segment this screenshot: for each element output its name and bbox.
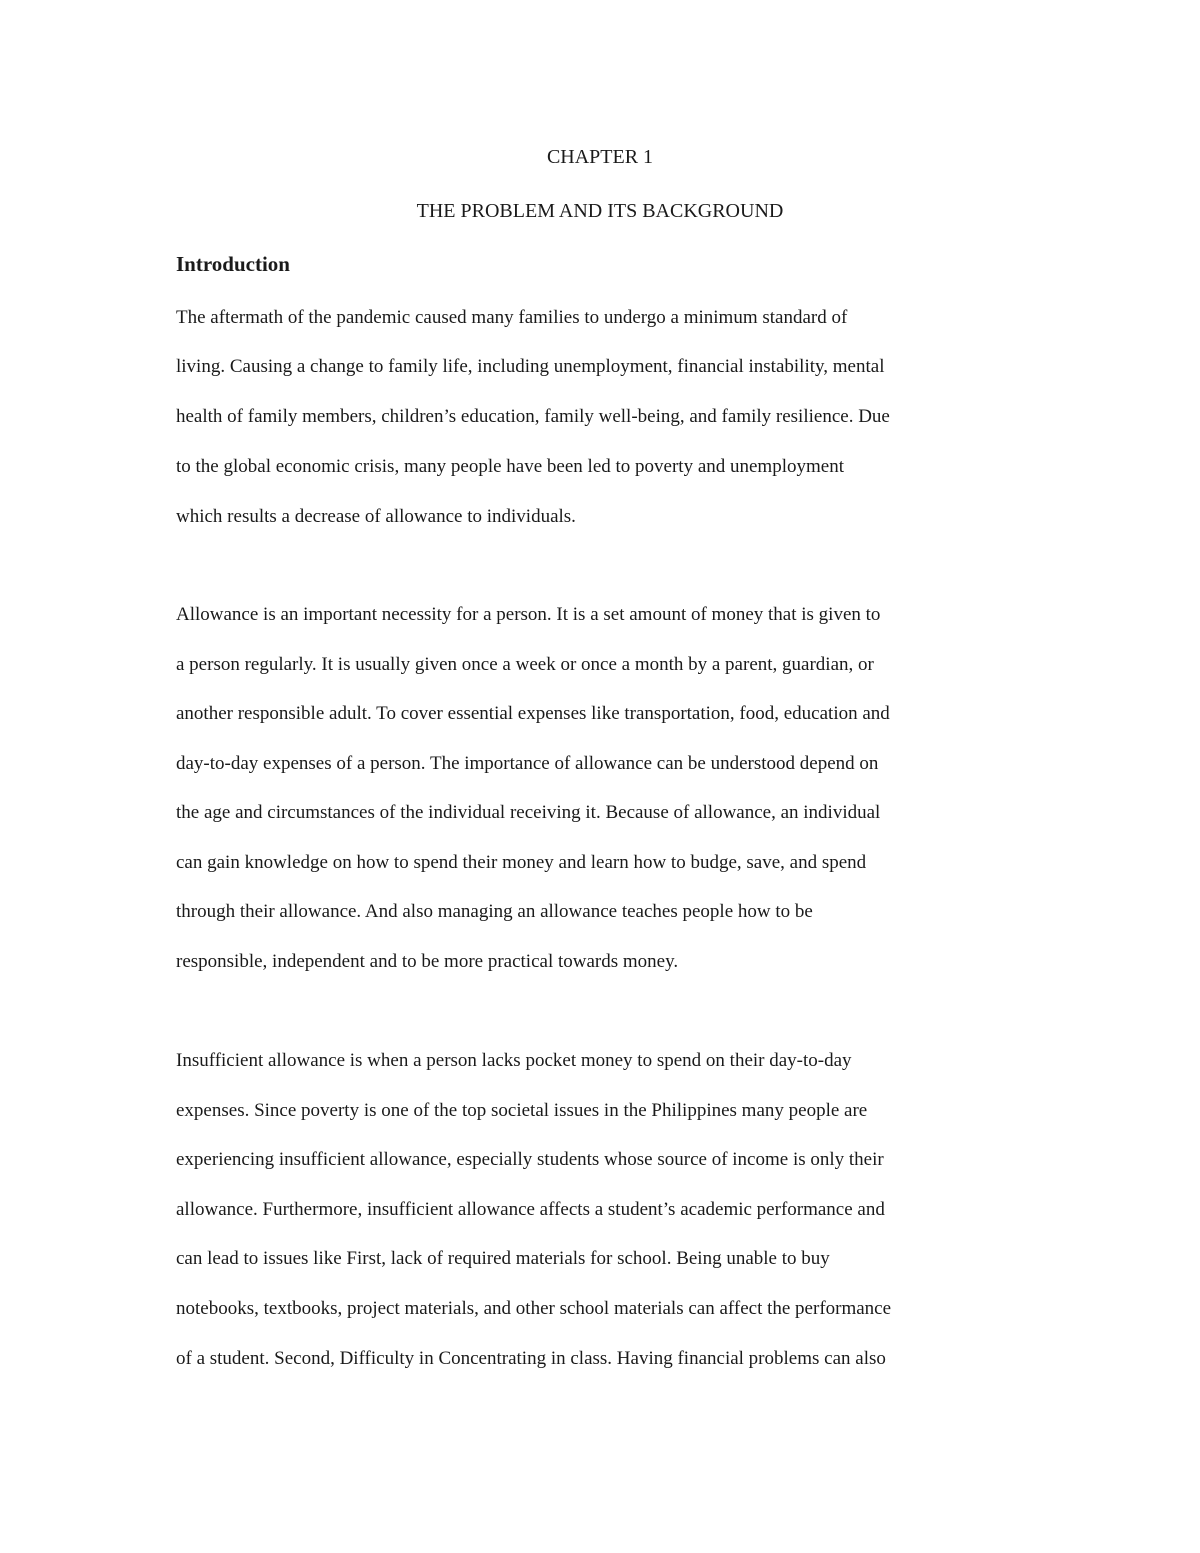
paragraph-line: notebooks, textbooks, project materials, and other school materials can affect the performance <box>176 1298 892 1319</box>
paragraph-line: expenses. Since poverty is one of the top societal issues in the Philippines many people are <box>176 1100 868 1121</box>
paragraph-line: The aftermath of the pandemic caused many families to undergo a minimum standard of <box>176 307 848 328</box>
paragraph-line: can gain knowledge on how to spend their money and learn how to budge, save, and spend <box>176 852 867 873</box>
paragraph-line: the age and circumstances of the individual receiving it. Because of allowance, an individual <box>176 802 881 823</box>
paragraph-line: of a student. Second, Difficulty in Concentrating in class. Having financial problems can also <box>176 1348 886 1369</box>
chapter-title: THE PROBLEM AND ITS BACKGROUND <box>416 200 784 222</box>
paragraph-line: Insufficient allowance is when a person lacks pocket money to spend on their day-to-day <box>176 1050 852 1071</box>
paragraph-line: which results a decrease of allowance to individuals. <box>176 506 576 527</box>
paragraph-line: a person regularly. It is usually given once a week or once a month by a parent, guardian, or <box>176 654 874 675</box>
paragraph-line: health of family members, children’s education, family well-being, and family resilience. Due <box>176 406 890 427</box>
paragraph-line: can lead to issues like First, lack of required materials for school. Being unable to buy <box>176 1248 830 1269</box>
paragraph-line: through their allowance. And also managing an allowance teaches people how to be <box>176 901 813 922</box>
paragraph-line: another responsible adult. To cover essential expenses like transportation, food, education and <box>176 703 890 724</box>
paragraph-line: living. Causing a change to family life, including unemployment, financial instability, mental <box>176 356 885 377</box>
paragraph-line: experiencing insufficient allowance, especially students whose source of income is only their <box>176 1149 884 1170</box>
section-heading: Introduction <box>176 252 290 276</box>
chapter-label: CHAPTER 1 <box>546 146 654 168</box>
paragraph-line: responsible, independent and to be more practical towards money. <box>176 951 679 972</box>
paragraph-line: allowance. Furthermore, insufficient allowance affects a student’s academic performance and <box>176 1199 885 1220</box>
paragraph-line: Allowance is an important necessity for a person. It is a set amount of money that is given to <box>176 604 881 625</box>
paragraph-line: day-to-day expenses of a person. The importance of allowance can be understood depend on <box>176 753 879 774</box>
paragraph-line: to the global economic crisis, many people have been led to poverty and unemployment <box>176 456 844 477</box>
